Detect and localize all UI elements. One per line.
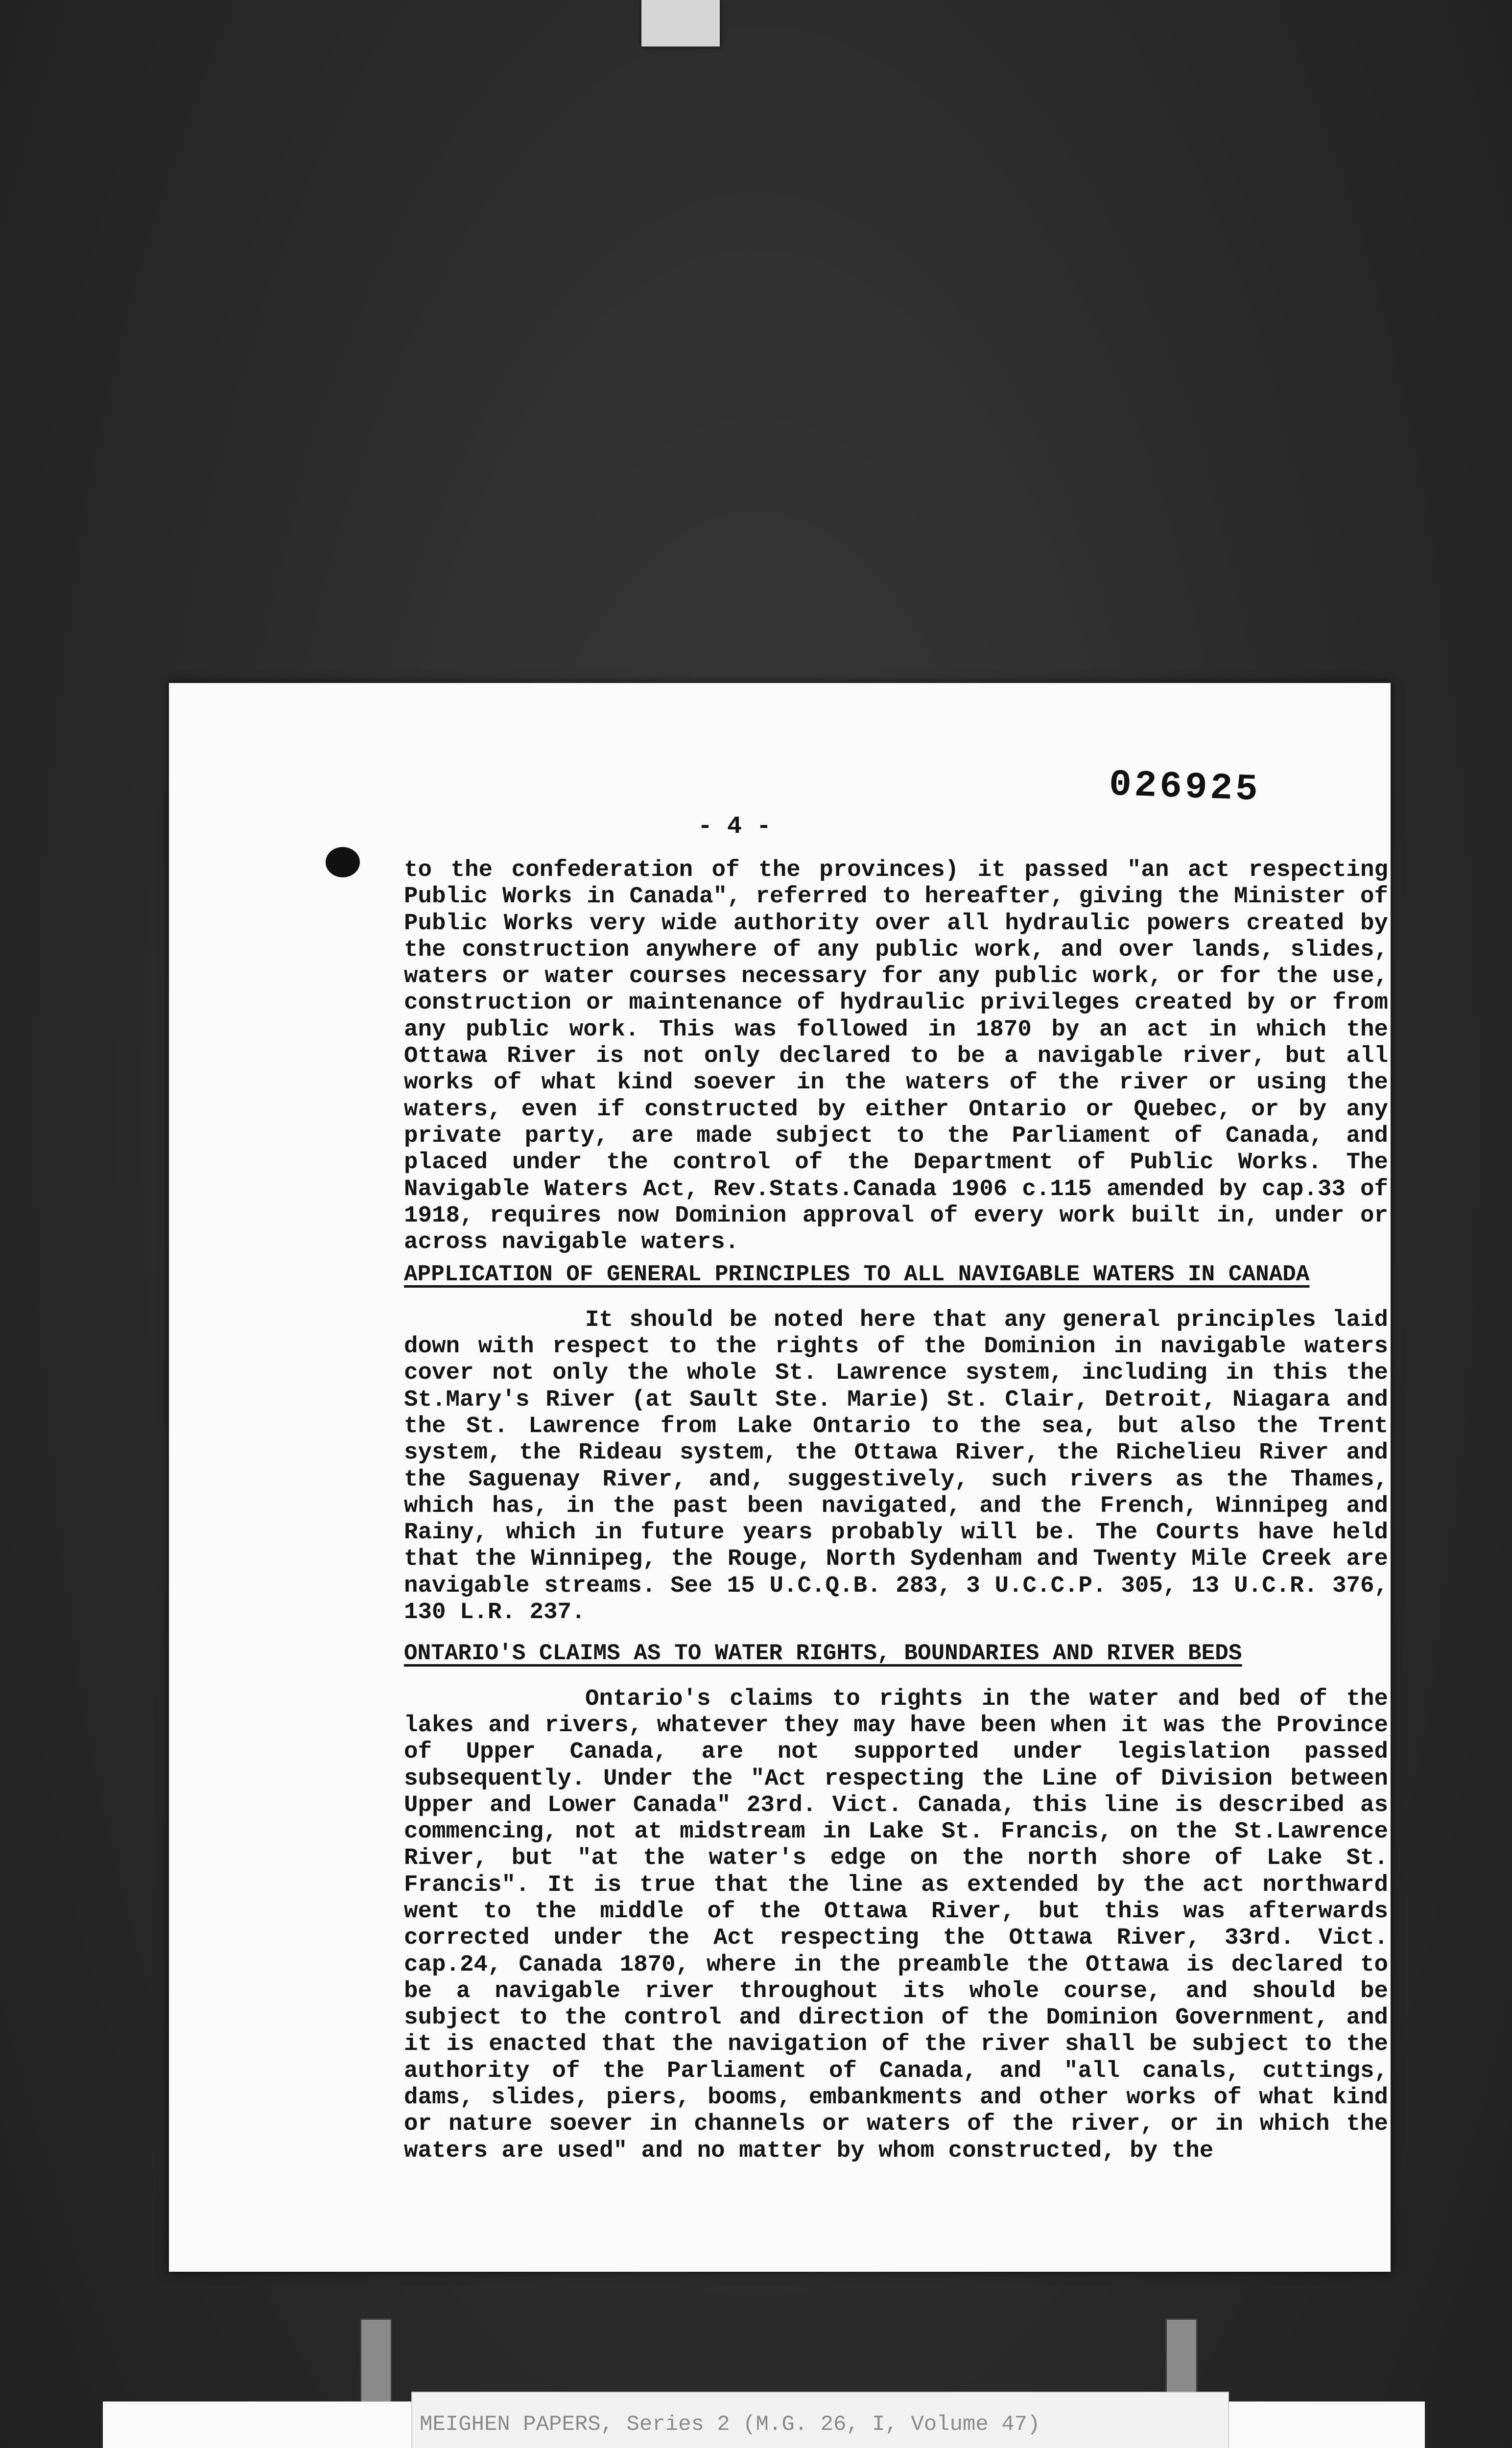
film-tab xyxy=(641,0,720,47)
paragraph-ontario-claims: Ontario's claims to rights in the water and bed of the lakes and rivers, whatever they may have been when it was the Province of Upper Canada, are not supported under legislation passed subsequently. Under the "Act respecting the Line of Division between Upper and Lower Canada" 23rd. Vict. Canada, this line is described as commencing, not at midstream in Lake St. Francis, on the St.Lawrence River, but "at the water's edge on the north shore of Lake St. Francis". It is true that the line as extended by the act northward went to the middle of the Ottawa River, but this was afterwards corrected under the Act respecting the Ottawa River, 33rd. Vict. cap.24, Canada 1870, where in the preamble the Ottawa is declared to be a navigable river throughout its whole course, and should be subject to the control and direction of the Dominion Government, and it is enacted that the navigation of the river shall be subject to the authority of the Parliament of Canada, and "all canals, cuttings, dams, slides, piers, booms, embankments and other works of what kind or nature soever in channels or waters of the river, or in which the waters are used" and no matter by whom constructed, by the xyxy=(404,1685,1388,2164)
paragraph-general-principles: It should be noted here that any general principles laid down with respect to the rights of the Dominion in navigable waters cover not only the whole St. Lawrence system, including in this the St.Mary's River (at Sault Ste. Marie) St. Clair, Detroit, Niagara and the St. Lawrence from Lake Ontario to the sea, but also the Trent system, the Rideau system, the Ottawa River, the Richelieu River and the Saguenay River, and, suggestively, such rivers as the Thames, which has, in the past been navigated, and the French, Winnipeg and Rainy, which in future years probably will be. The Courts have held that the Winnipeg, the Rouge, North Sydenham and Twenty Mile Creek are navigable streams. See 15 U.C.Q.B. 283, 3 U.C.C.P. 305, 13 U.C.R. 376, 130 L.R. 237. xyxy=(404,1306,1388,1626)
punch-hole xyxy=(326,847,360,877)
heading-ontario-claims: ONTARIO'S CLAIMS AS TO WATER RIGHTS, BOUNDARIES AND RIVER BEDS xyxy=(404,1641,1242,1667)
document-number-stamp: 026925 xyxy=(1108,763,1262,811)
document-page xyxy=(169,683,1391,2272)
collection-label: MEIGHEN PAPERS, Series 2 (M.G. 26, I, Volume 47) xyxy=(411,2392,1229,2448)
heading-navigable-waters: APPLICATION OF GENERAL PRINCIPLES TO ALL NAVIGABLE WATERS IN CANADA xyxy=(404,1262,1310,1288)
page-number: - 4 - xyxy=(698,813,772,841)
document-body xyxy=(404,857,1388,2164)
paragraph-public-works: to the confederation of the provinces) it passed "an act respecting Public Works in Canada", referred to hereafter, giving the Minister of Public Works very wide authority over all hydraulic powers created by the construction anywhere of any public work, and over lands, slides, waters or water courses necessary for any public work, or for the use, construction or maintenance of hydraulic privileges created by or from any public work. This was followed in 1870 by an act in which the Ottawa River is not only declared to be a navigable river, but all works of what kind soever in the waters of the river or using the waters, even if constructed by either Ontario or Quebec, or by any private party, are made subject to the Parliament of Canada, and placed under the control of the Department of Public Works. The Navigable Waters Act, Rev.Stats.Canada 1906 c.115 amended by cap.33 of 1918, requires now Dominion approval of every work built in, under or across navigable waters. xyxy=(404,857,1388,1256)
archive-card xyxy=(103,2401,1425,2448)
